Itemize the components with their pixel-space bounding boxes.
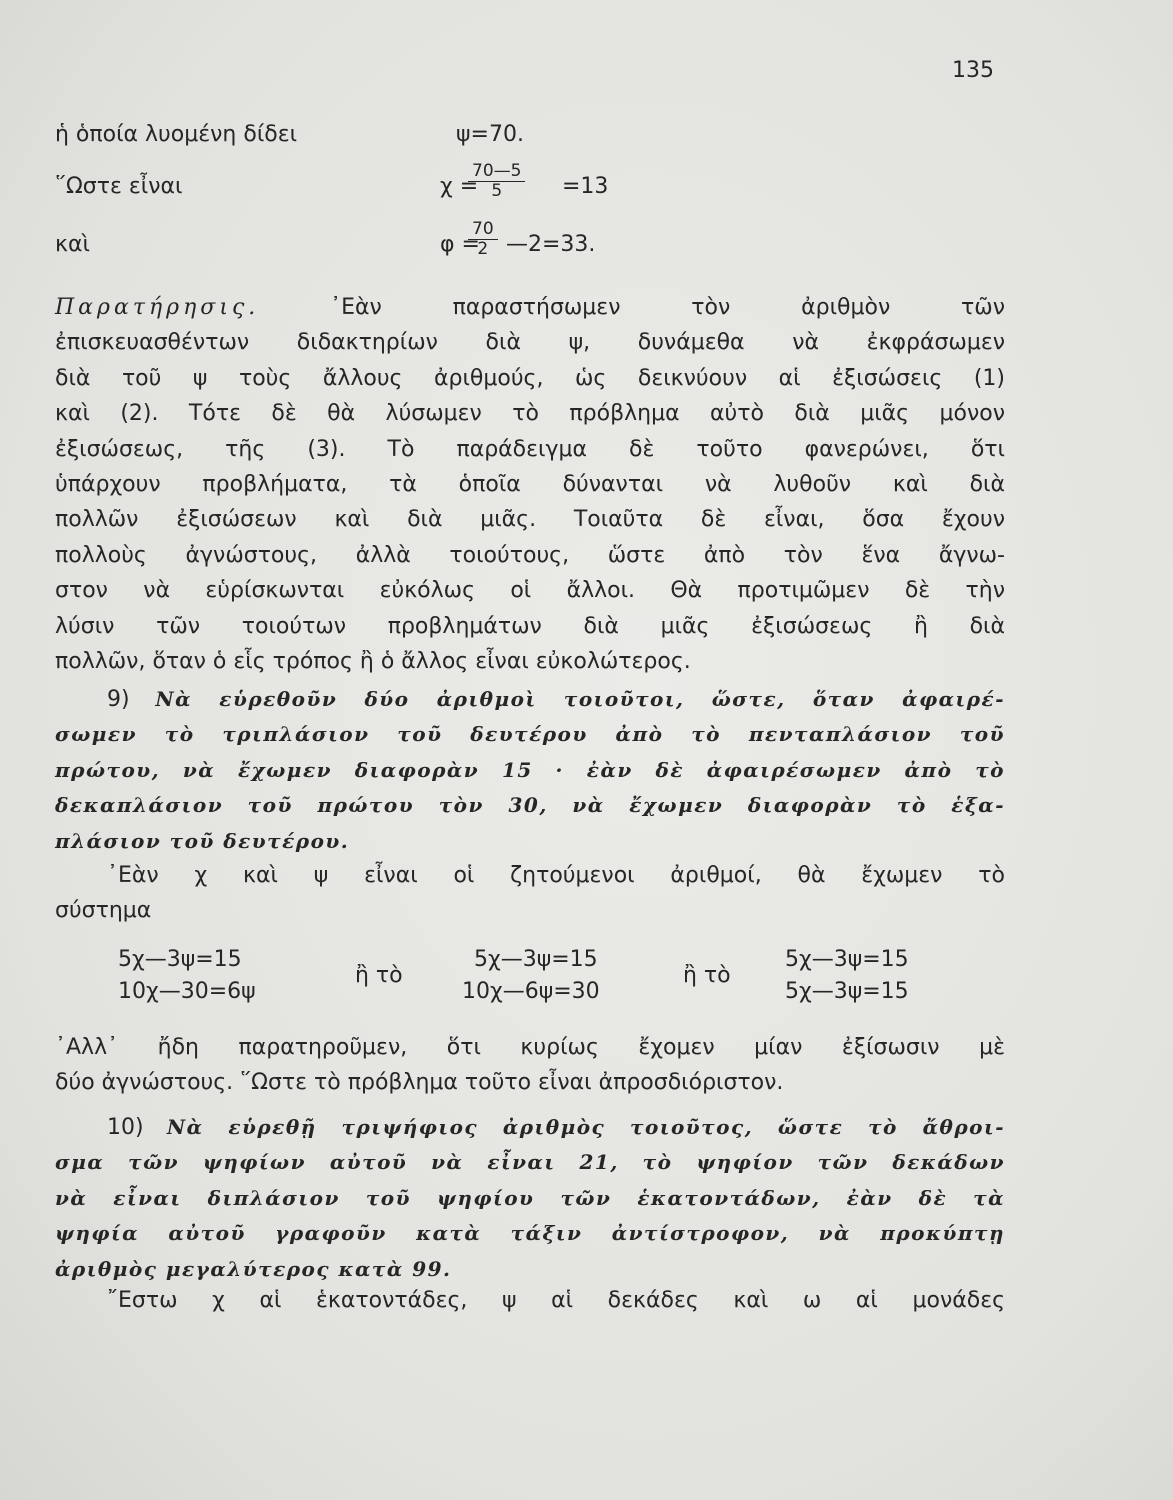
text-line: 10) Νὰ εὑρεθῇ τριψήφιος ἀριθμὸς τοιοῦτος, ὥστε τὸ ἄθροι-: [107, 1115, 1005, 1140]
equation-label: ἡ ὁποία λυομένη δίδει: [55, 122, 298, 147]
equation-label: ῞Ωστε εἶναι: [55, 174, 183, 199]
text-line: Παρατήρησις. ᾿Εὰν παραστήσωμεν τὸν ἀριθμὸν τῶν: [55, 295, 1006, 320]
fraction-denominator: 5: [491, 180, 503, 201]
page-number: 135: [952, 58, 994, 83]
text-line: δύο ἀγνώστους. ῞Ωστε τὸ πρόβλημα τοῦτο εἶναι ἀπροσδιόριστον.: [55, 1070, 784, 1096]
equation: 5χ—3ψ=15: [118, 947, 242, 972]
text-line: πλάσιον τοῦ δευτέρου.: [55, 828, 350, 853]
equation: 10χ—6ψ=30: [462, 979, 600, 1004]
equation-row-3: [0, 220, 800, 270]
equation: 10χ—30=6ψ: [118, 979, 256, 1004]
text-line: ᾿Εὰν χ καὶ ψ εἶναι οἱ ζητούμενοι ἀριθμοί, θὰ ἔχωμεν τὸ: [107, 863, 1005, 888]
equation: 5χ—3ψ=15: [785, 947, 909, 972]
problem-number: 10): [107, 1115, 144, 1140]
text-line: ἐξισώσεως, τῆς (3). Τὸ παράδειγμα δὲ τοῦτο φανερώνει, ὅτι: [55, 436, 1005, 462]
equation: 5χ—3ψ=15: [785, 979, 909, 1004]
text-line: ἐπισκευασθέντων διδακτηρίων διὰ ψ, δυνάμεθα νὰ ἐκφράσωμεν: [55, 330, 1005, 356]
remark-heading: Παρατήρησις.: [55, 295, 260, 320]
solution-10: [55, 1283, 1005, 1318]
text-line: διὰ τοῦ ψ τοὺς ἄλλους ἀριθμούς, ὡς δεικνύουν αἱ ἐξισώσεις (1): [55, 365, 1005, 391]
system-a: [118, 944, 256, 1008]
equation-rhs: =13: [562, 174, 609, 199]
system-separator: ἢ τὸ: [683, 963, 731, 988]
text-line: σωμεν τὸ τριπλάσιον τοῦ δευτέρου ἀπὸ τὸ πενταπλάσιον τοῦ: [55, 722, 1005, 747]
fraction-denominator: 2: [477, 238, 489, 259]
system-b: [462, 944, 600, 1008]
text-line: ἀριθμὸς μεγαλύτερος κατὰ 99.: [55, 1256, 452, 1281]
text-line: πολλοὺς ἀγνώστους, ἀλλὰ τοιούτους, ὥστε ἀπὸ τὸν ἕνα ἄγνω-: [55, 542, 1005, 568]
text-line: ψηφία αὐτοῦ γραφοῦν κατὰ τάξιν ἀντίστροφον, νὰ προκύπτῃ: [55, 1221, 1005, 1246]
equation-expression: ψ=70.: [456, 122, 524, 147]
text-line: καὶ (2). Τότε δὲ θὰ λύσωμεν τὸ πρόβλημα αὐτὸ διὰ μιᾶς μόνον: [55, 401, 1005, 427]
fraction: [468, 162, 525, 200]
system-separator: ἢ τὸ: [355, 963, 403, 988]
text-line: πολλῶν, ὅταν ὁ εἷς τρόπος ἢ ὁ ἄλλος εἶναι εὐκολώτερος.: [55, 649, 691, 675]
problem-number: 9): [107, 687, 130, 712]
equation-label: καὶ: [55, 232, 90, 257]
equation-row-2: [0, 162, 800, 212]
text-line: ὑπάρχουν προβλήματα, τὰ ὁποῖα δύνανται νὰ λυθοῦν καὶ διὰ: [55, 472, 1005, 498]
text-line: πρώτου, νὰ ἔχωμεν διαφορὰν 15 · ἐὰν δὲ ἀφαιρέσωμεν ἀπὸ τὸ: [55, 757, 1005, 782]
remark-paragraph: [55, 290, 1005, 679]
text-line: στον νὰ εὑρίσκωνται εὐκόλως οἱ ἄλλοι. Θὰ προτιμῶμεν δὲ τὴν: [55, 578, 1005, 604]
fraction-numerator: 70: [468, 220, 498, 240]
solution-9-conclusion: [55, 1030, 1005, 1101]
equation-rhs: —2=33.: [506, 232, 596, 257]
text-line: σμα τῶν ψηφίων αὐτοῦ νὰ εἶναι 21, τὸ ψηφίον τῶν δεκάδων: [55, 1150, 1005, 1175]
equation-lhs: φ =: [440, 232, 480, 257]
text-line: σύστημα: [55, 898, 152, 924]
fraction: [468, 220, 498, 258]
text-line: νὰ εἶναι διπλάσιον τοῦ ψηφίου τῶν ἑκατοντάδων, ἐὰν δὲ τὰ: [55, 1185, 1005, 1210]
equation: 5χ—3ψ=15: [474, 947, 598, 972]
text-line: 9) Νὰ εὑρεθοῦν δύο ἀριθμοὶ τοιοῦτοι, ὥστε, ὅταν ἀφαιρέ-: [107, 687, 1005, 712]
text-line: πολλῶν ἐξισώσεων καὶ διὰ μιᾶς. Τοιαῦτα δὲ εἶναι, ὅσα ἔχουν: [55, 507, 1005, 533]
solution-9-intro: [55, 858, 1005, 929]
system-c: [785, 944, 909, 1008]
text-line: λύσιν τῶν τοιούτων προβλημάτων διὰ μιᾶς ἐξισώσεως ἢ διὰ: [55, 613, 1005, 639]
text-line: ᾿Αλλ᾿ ἤδη παρατηροῦμεν, ὅτι κυρίως ἔχομεν μίαν ἐξίσωσιν μὲ: [55, 1035, 1005, 1060]
problem-9: [55, 682, 1005, 859]
text-line: ῎Εστω χ αἱ ἑκατοντάδες, ψ αἱ δεκάδες καὶ ω αἱ μονάδες: [107, 1288, 1005, 1313]
text-line: δεκαπλάσιον τοῦ πρώτου τὸν 30, νὰ ἔχωμεν διαφορὰν τὸ ἑξα-: [55, 793, 1005, 818]
fraction-numerator: 70—5: [468, 162, 525, 182]
equation-lhs: χ =: [440, 174, 479, 199]
problem-10: [55, 1110, 1005, 1287]
